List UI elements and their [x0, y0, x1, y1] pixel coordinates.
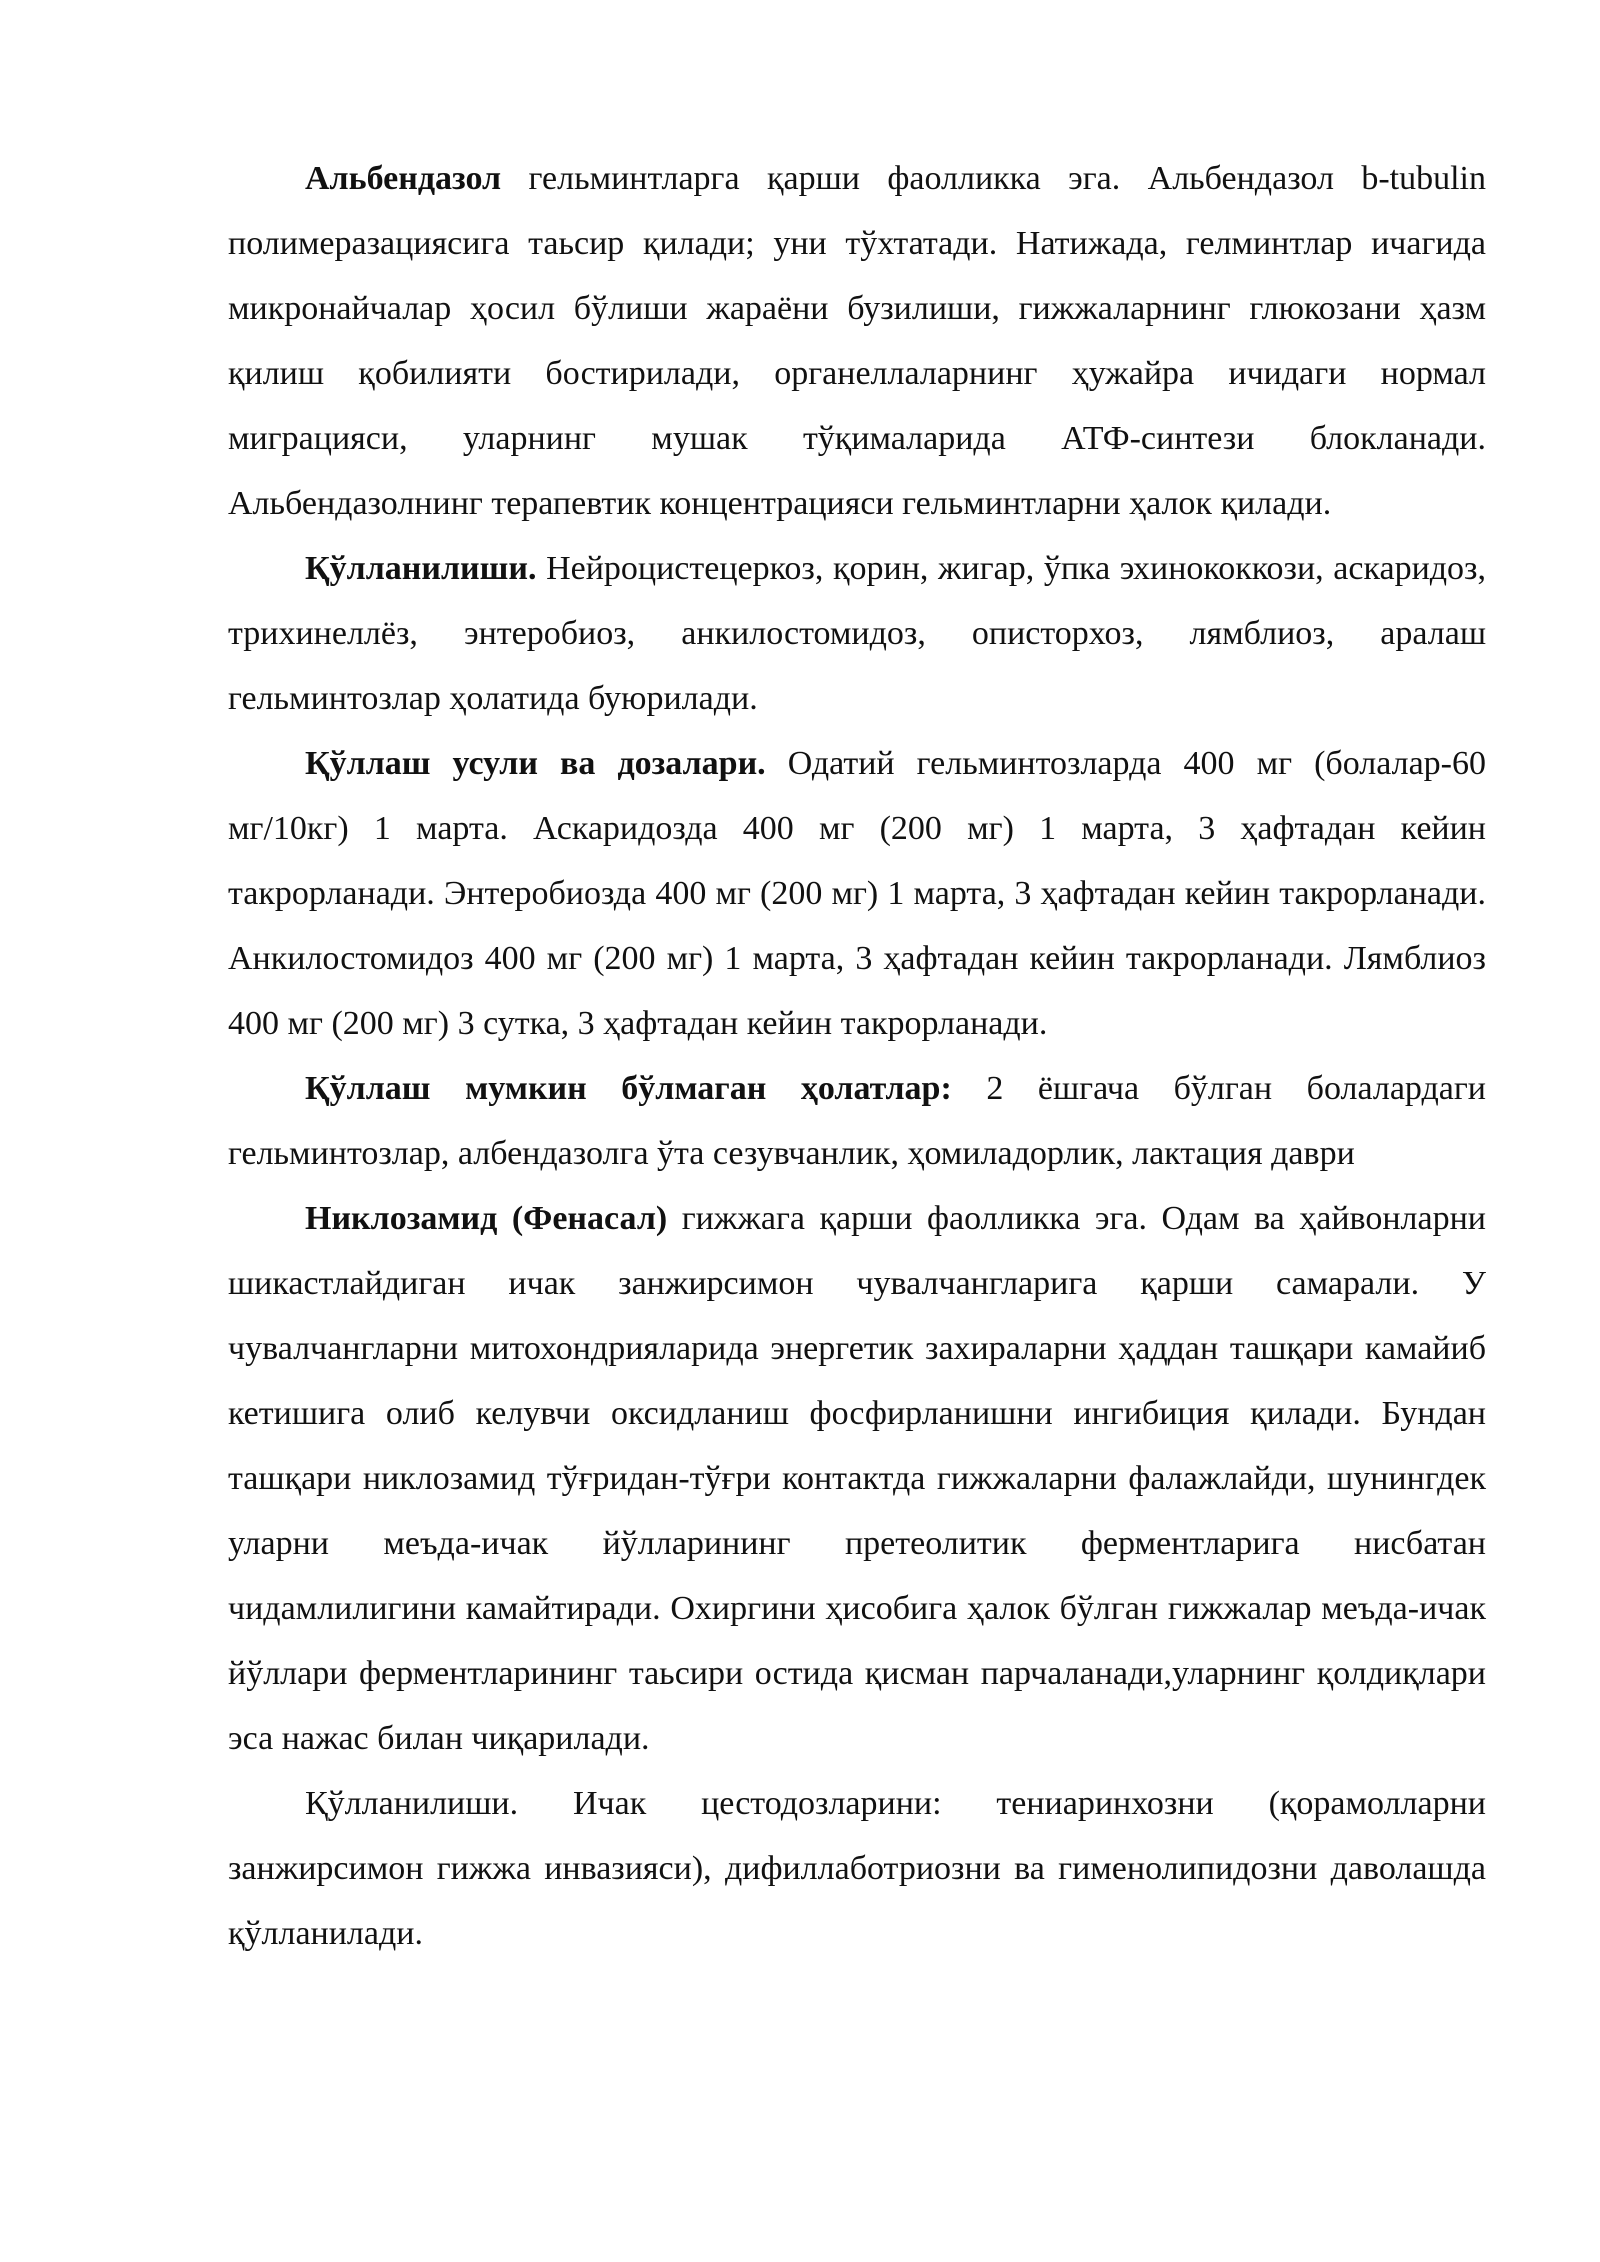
- paragraph-niclosamide: [228, 1186, 1486, 1771]
- paragraph-text: Қўлланилиши. Ичак цестодозларини: тениаринхозни (қорамолларни занжирсимон гижжа инвазияси), дифиллаботриозни ва гименолипидозни даволашда қўлланилади.: [228, 1785, 1486, 1952]
- paragraph-niclosamide-indications: [228, 1771, 1486, 1966]
- term-niclosamide: Никлозамид (Фенасал): [305, 1200, 668, 1237]
- heading-indications: Қўлланилиши.: [305, 550, 537, 587]
- heading-contraindications: Қўллаш мумкин бўлмаган ҳолатлар:: [305, 1070, 952, 1107]
- paragraph-albendazole: [228, 146, 1486, 536]
- term-albendazole: Альбендазол: [305, 160, 502, 197]
- paragraph-text: Одатий гельминтозларда 400 мг (болалар-60 мг/10кг) 1 марта. Аскаридозда 400 мг (200 мг) 1 марта, 3 ҳафтадан кейин такрорланади. Энтеробиозда 400 мг (200 мг) 1 марта, 3 ҳафтадан кейин такрорланади. Анкилостомидоз 400 мг (200 мг) 1 марта, 3 ҳафтадан кейин такрорланади. Лямблиоз 400 мг (200 мг) 3 сутка, 3 ҳафтадан кейин такрорланади.: [228, 745, 1486, 1042]
- paragraph-indications: [228, 536, 1486, 731]
- heading-dosage: Қўллаш усули ва дозалари.: [305, 745, 766, 782]
- document-page: [228, 146, 1486, 1966]
- paragraph-dosage: [228, 731, 1486, 1056]
- paragraph-text: гельминтларга қарши фаолликка эга. Альбендазол b-tubulin полимеразациясига таьсир қилади; уни тўхтатади. Натижада, гелминтлар ичагида микронайчалар ҳосил бўлиши жараёни бузилиши, гижжаларнинг глюкозани ҳазм қилиш қобилияти бостирилади, органеллаларнинг ҳужайра ичидаги нормал миграцияси, уларнинг мушак тўқималарида АТФ-синтези блокланади. Альбендазолнинг терапевтик концентрацияси гельминтларни ҳалок қилади.: [228, 160, 1486, 522]
- paragraph-text: гижжага қарши фаолликка эга. Одам ва ҳайвонларни шикастлайдиган ичак занжирсимон чувалчангларига қарши самарали. У чувалчангларни митохондрияларида энергетик захираларни ҳаддан ташқари камайиб кетишига олиб келувчи оксидланиш фосфирланишни ингибиция қилади. Бундан ташқари никлозамид тўғридан-тўғри контактда гижжаларни фалажлайди, шунингдек уларни меъда-ичак йўлларининг претеолитик ферментларига нисбатан чидамлилигини камайтиради. Охиргини ҳисобига ҳалок бўлган гижжалар меъда-ичак йўллари ферментларининг таьсири остида қисман парчаланади,уларнинг қолдиқлари эса нажас билан чиқарилади.: [228, 1200, 1486, 1757]
- paragraph-text: Нейроцистецеркоз, қорин, жигар, ўпка эхинококкози, аскаридоз, трихинеллёз, энтеробиоз, анкилостомидоз, описторхоз, лямблиоз, аралаш гельминтозлар ҳолатида буюрилади.: [228, 550, 1486, 717]
- paragraph-contraindications: [228, 1056, 1486, 1186]
- paragraph-text: 2 ёшгача бўлган болалардаги гельминтозлар, албендазолга ўта сезувчанлик, ҳомиладорлик, лактация даври: [228, 1070, 1487, 1172]
